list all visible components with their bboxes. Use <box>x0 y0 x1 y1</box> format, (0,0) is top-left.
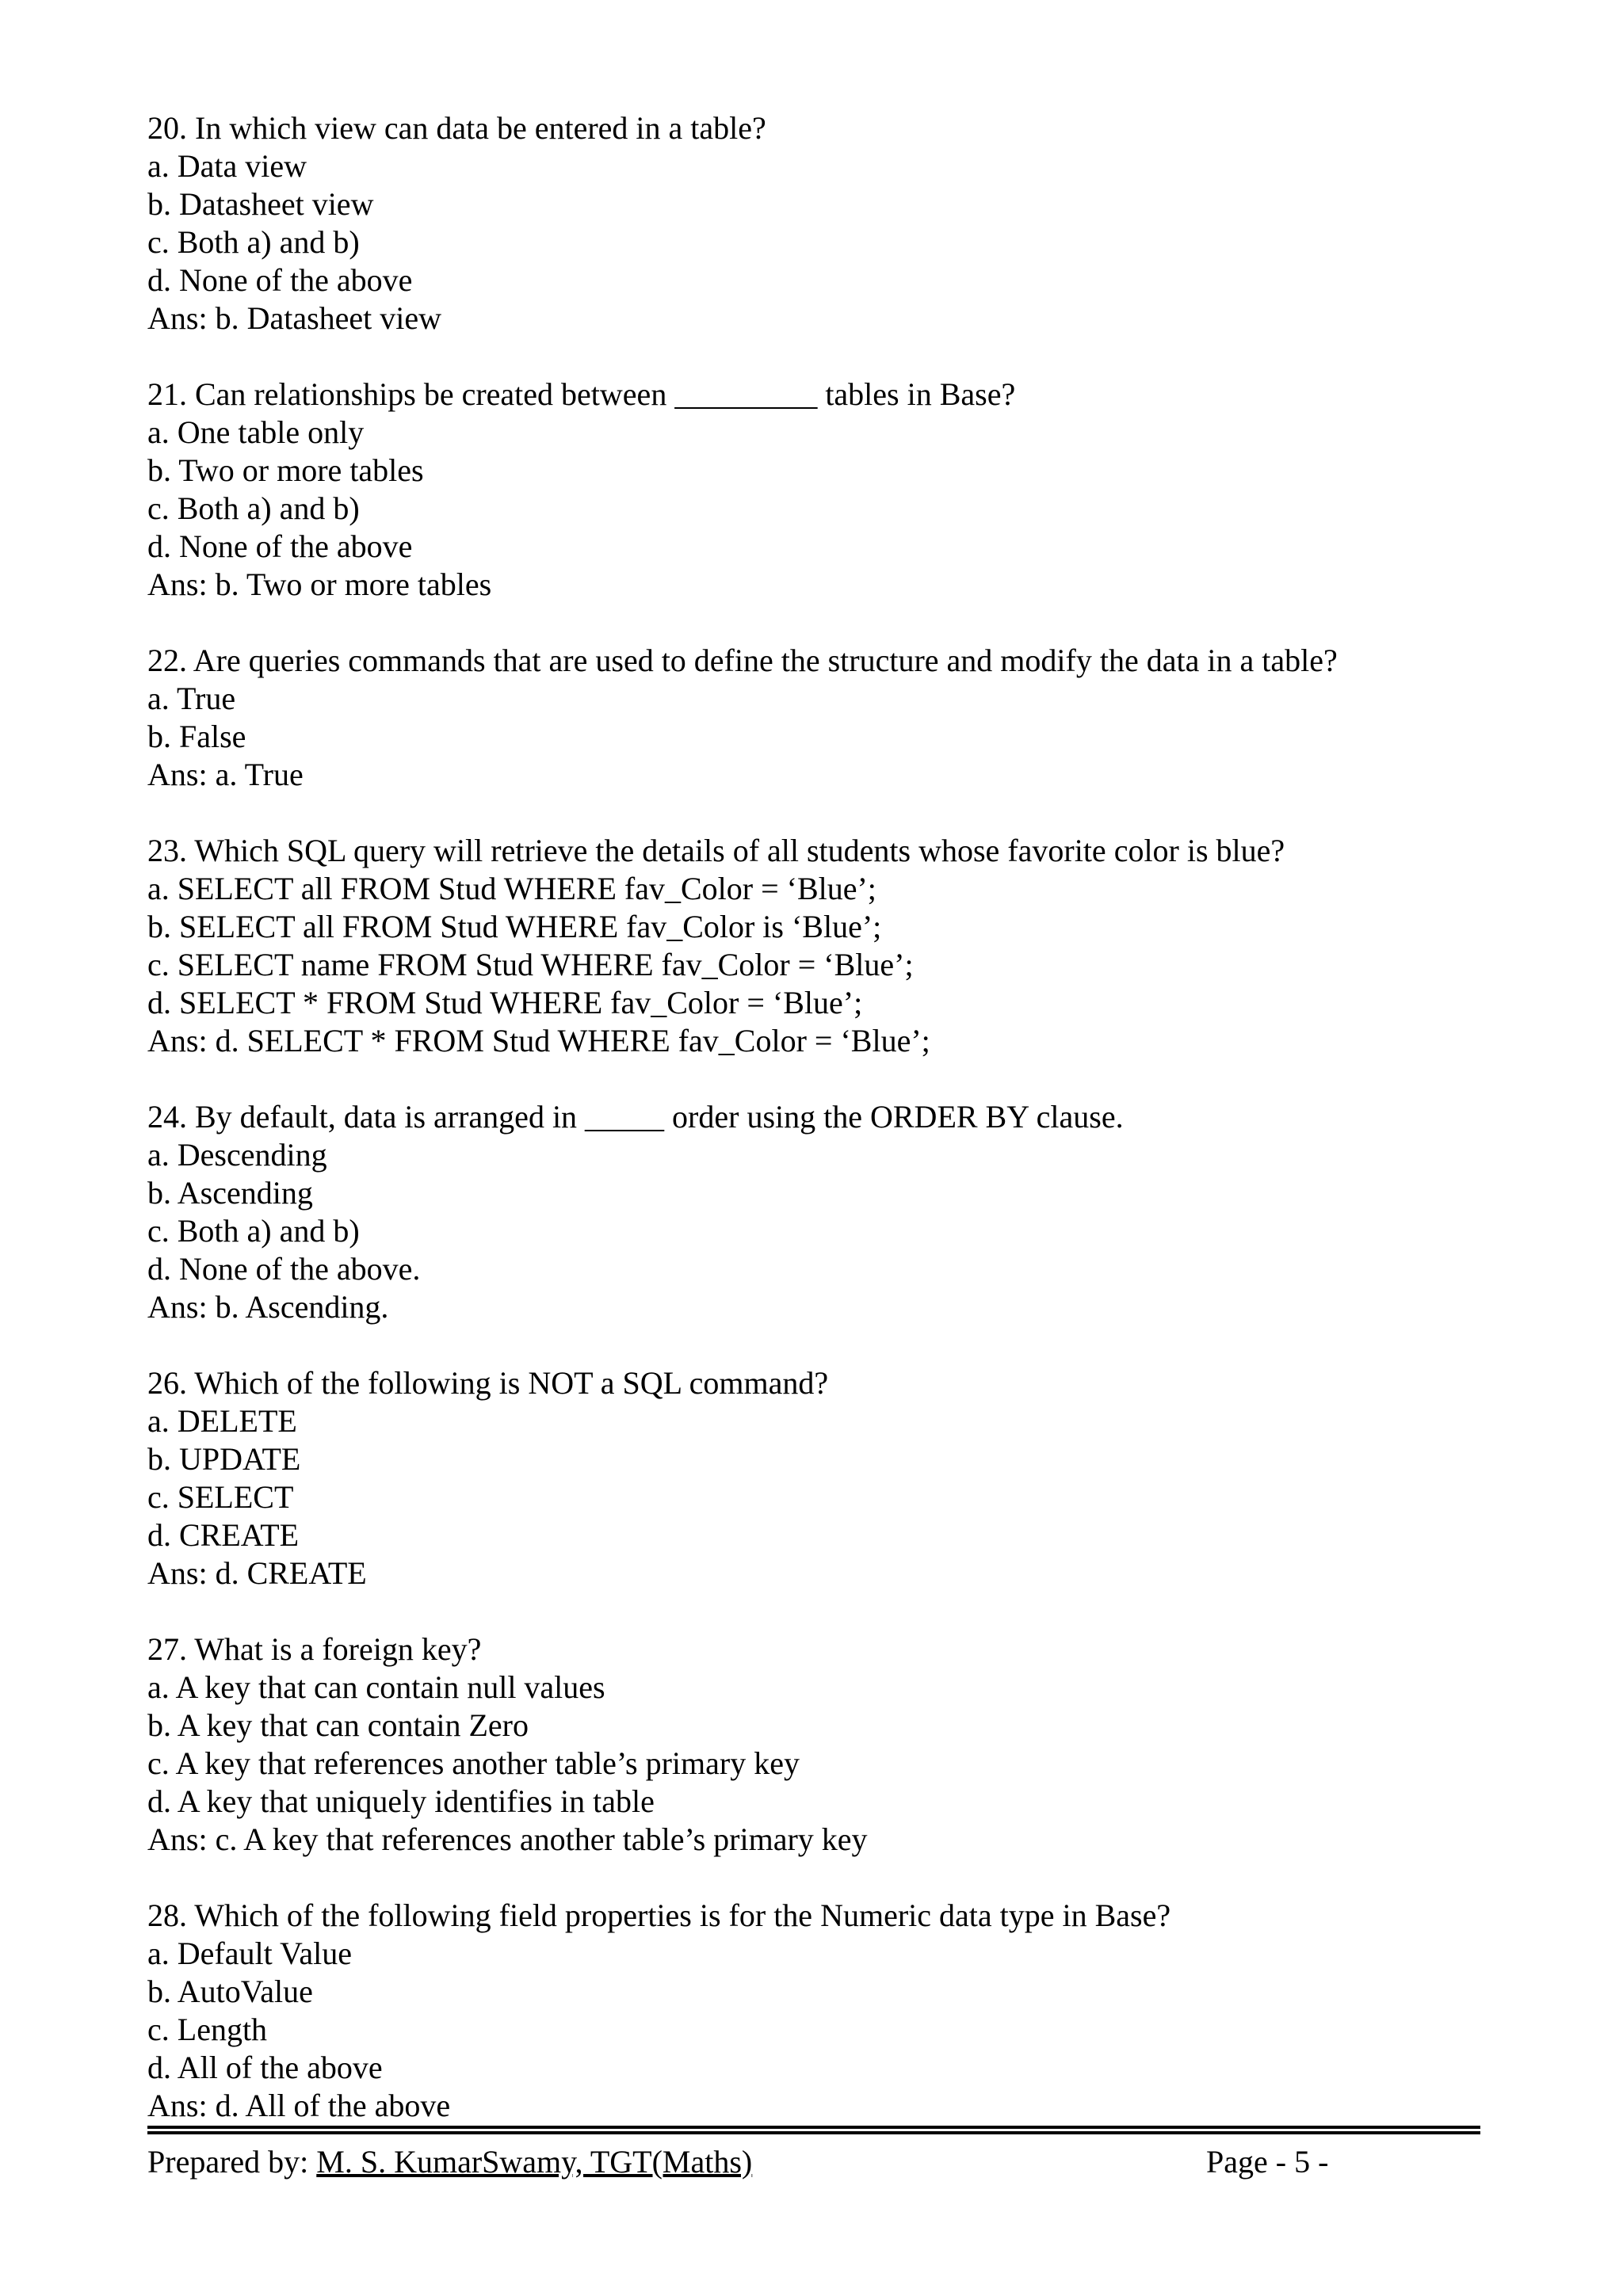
option-c: c. SELECT name FROM Stud WHERE fav_Color = ‘Blue’; <box>147 947 914 982</box>
option-d: d. None of the above. <box>147 1251 421 1287</box>
question-list <box>147 109 1479 2163</box>
option-b: b. UPDATE <box>147 1441 301 1477</box>
question-text: 27. What is a foreign key? <box>147 1631 482 1667</box>
option-a: a. One table only <box>147 414 365 450</box>
question-text: 22. Are queries commands that are used to define the structure and modify the data in a table? <box>147 643 1338 678</box>
option-d: d. All of the above <box>147 2050 383 2085</box>
option-b: b. A key that can contain Zero <box>147 1707 529 1743</box>
option-b: b. Ascending <box>147 1175 313 1211</box>
question-text: 23. Which SQL query will retrieve the details of all students whose favorite color is blue? <box>147 833 1285 868</box>
option-b: b. SELECT all FROM Stud WHERE fav_Color is ‘Blue’; <box>147 909 882 944</box>
question-block <box>147 1364 1479 1592</box>
option-b: b. False <box>147 719 246 754</box>
answer-text: Ans: b. Datasheet view <box>147 300 442 336</box>
option-c: c. Both a) and b) <box>147 1213 360 1249</box>
option-d: d. SELECT * FROM Stud WHERE fav_Color = ‘Blue’; <box>147 985 863 1020</box>
option-c: c. Both a) and b) <box>147 490 360 526</box>
footer-author: M. S. KumarSwamy, TGT(Maths) <box>316 2144 753 2180</box>
question-text: 26. Which of the following is NOT a SQL command? <box>147 1365 829 1401</box>
answer-text: Ans: b. Two or more tables <box>147 566 492 602</box>
option-d: d. None of the above <box>147 262 413 298</box>
answer-text: Ans: a. True <box>147 757 304 792</box>
answer-text: Ans: d. CREATE <box>147 1555 367 1591</box>
question-block <box>147 376 1479 604</box>
option-d: d. None of the above <box>147 528 413 564</box>
answer-text: Ans: c. A key that references another table’s primary key <box>147 1821 868 1857</box>
option-a: a. Descending <box>147 1137 327 1173</box>
option-d: d. CREATE <box>147 1517 300 1553</box>
answer-text: Ans: b. Ascending. <box>147 1289 389 1325</box>
answer-text: Ans: d. SELECT * FROM Stud WHERE fav_Color = ‘Blue’; <box>147 1023 930 1058</box>
question-block <box>147 1098 1479 1326</box>
page-number: Page - 5 - <box>1206 2144 1329 2180</box>
option-b: b. AutoValue <box>147 1974 313 2009</box>
question-text: 28. Which of the following field properties is for the Numeric data type in Base? <box>147 1897 1171 1933</box>
option-c: c. Length <box>147 2012 268 2047</box>
answer-text: Ans: d. All of the above <box>147 2088 451 2123</box>
option-a: a. True <box>147 681 236 716</box>
question-text: 20. In which view can data be entered in a table? <box>147 110 766 146</box>
question-block <box>147 832 1479 1060</box>
option-c: c. Both a) and b) <box>147 224 360 260</box>
question-block <box>147 1897 1479 2125</box>
option-a: a. SELECT all FROM Stud WHERE fav_Color = ‘Blue’; <box>147 871 876 906</box>
question-block <box>147 109 1479 338</box>
option-c: c. SELECT <box>147 1479 294 1515</box>
option-a: a. Default Value <box>147 1936 353 1971</box>
footer-divider <box>147 2126 1480 2134</box>
footer-prefix: Prepared by: <box>147 2144 317 2180</box>
option-c: c. A key that references another table’s primary key <box>147 1745 800 1781</box>
option-b: b. Two or more tables <box>147 452 424 488</box>
option-a: a. DELETE <box>147 1403 297 1439</box>
option-d: d. A key that uniquely identifies in table <box>147 1783 655 1819</box>
question-text: 21. Can relationships be created between _________ tables in Base? <box>147 376 1016 412</box>
option-b: b. Datasheet view <box>147 186 374 222</box>
question-block <box>147 642 1479 794</box>
option-a: a. A key that can contain null values <box>147 1669 605 1705</box>
question-text: 24. By default, data is arranged in _____ order using the ORDER BY clause. <box>147 1099 1124 1135</box>
question-block <box>147 1630 1479 1859</box>
option-a: a. Data view <box>147 148 307 184</box>
page-footer <box>147 2143 1336 2181</box>
